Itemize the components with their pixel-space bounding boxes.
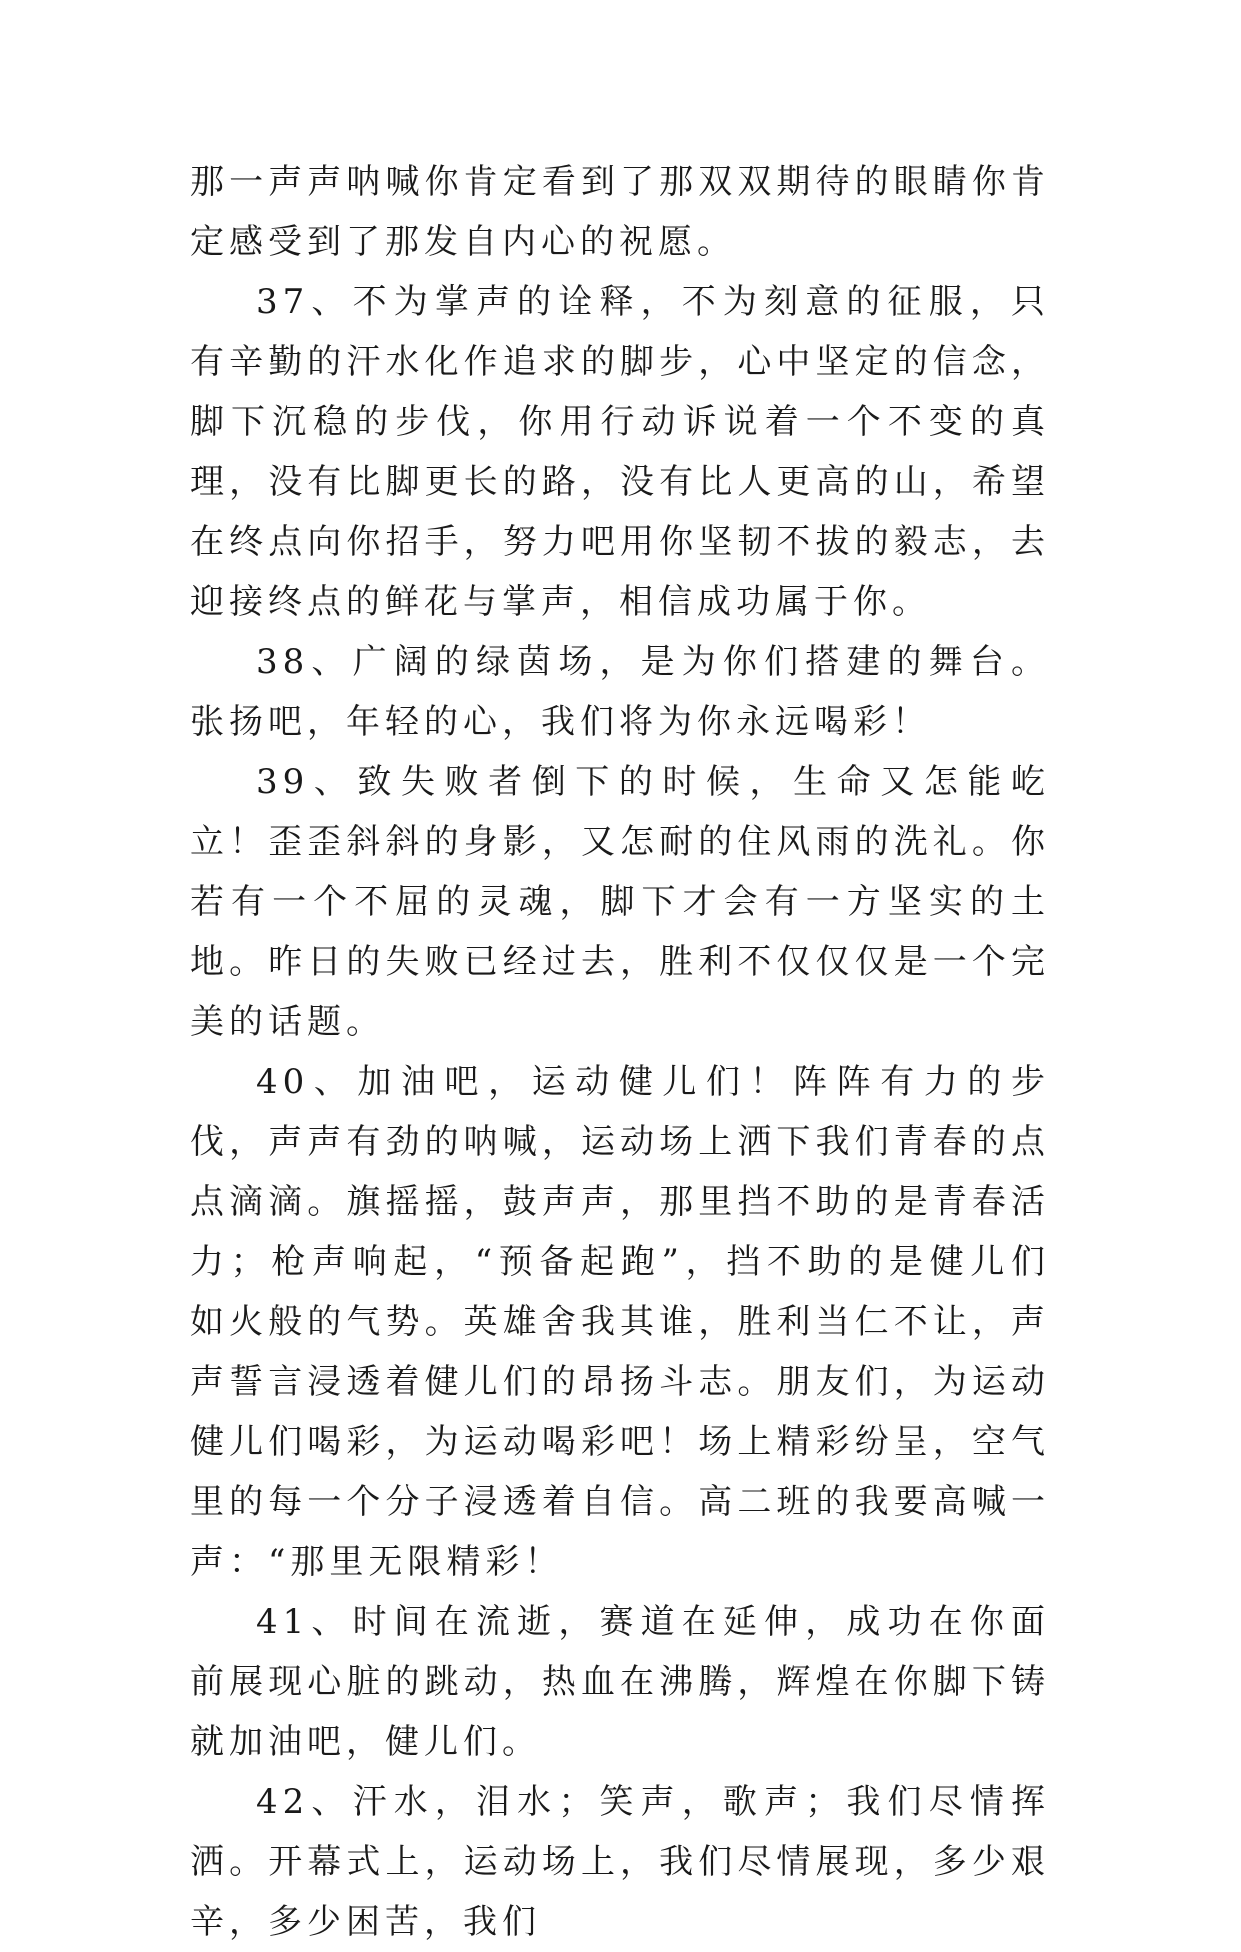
paragraph-39: 39、致失败者倒下的时候，生命又怎能屹立！歪歪斜斜的身影，又怎耐的住风雨的洗礼。你若有一个不屈的灵魂，脚下才会有一方坚实的土地。昨日的失败已经过去，胜利不仅仅仅是一个完美的话题。	[190, 762, 1050, 1042]
paragraph-continuation: 那一声声呐喊你肯定看到了那双双期待的眼睛你肯定感受到了那发自内心的祝愿。	[190, 162, 1050, 262]
paragraph-37: 37、不为掌声的诠释，不为刻意的征服，只有辛勤的汗水化作追求的脚步，心中坚定的信念，脚下沉稳的步伐，你用行动诉说着一个不变的真理，没有比脚更长的路，没有比人更高的山，希望在终点向你招手，努力吧用你坚韧不拔的毅志，去迎接终点的鲜花与掌声，相信成功属于你。	[190, 282, 1050, 622]
paragraph-38: 38、广阔的绿茵场，是为你们搭建的舞台。张扬吧，年轻的心，我们将为你永远喝彩！	[190, 642, 1050, 742]
paragraph-42: 42、汗水，泪水；笑声，歌声；我们尽情挥洒。开幕式上，运动场上，我们尽情展现，多少艰辛，多少困苦，我们	[190, 1782, 1050, 1942]
paragraph-41: 41、时间在流逝，赛道在延伸，成功在你面前展现心脏的跳动，热血在沸腾，辉煌在你脚下铸就加油吧，健儿们。	[190, 1602, 1050, 1762]
paragraph-40: 40、加油吧，运动健儿们！阵阵有力的步伐，声声有劲的呐喊，运动场上洒下我们青春的点点滴滴。旗摇摇，鼓声声，那里挡不助的是青春活力；枪声响起，“预备起跑”，挡不助的是健儿们如火般的气势。英雄舍我其谁，胜利当仁不让，声声誓言浸透着健儿们的昂扬斗志。朋友们，为运动健儿们喝彩，为运动喝彩吧！场上精彩纷呈，空气里的每一个分子浸透着自信。高二班的我要高喊一声：“那里无限精彩！	[190, 1062, 1050, 1582]
document-body	[190, 152, 1050, 1952]
